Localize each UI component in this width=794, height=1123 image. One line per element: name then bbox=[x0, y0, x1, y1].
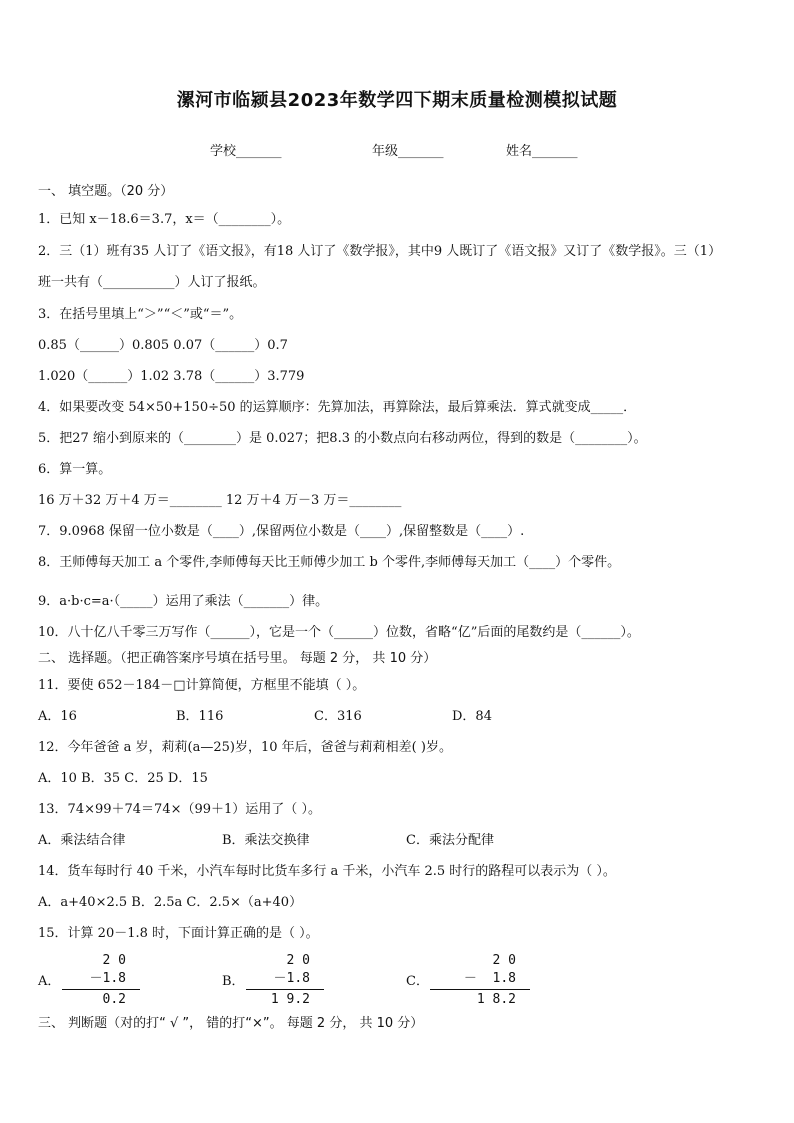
question-line: 7．9.0968 保留一位小数是（____）,保留两位小数是（____）,保留整数是（____）. bbox=[38, 524, 525, 539]
question-line: 1．已知 x－18.6＝3.7，x＝（________）。 bbox=[38, 212, 291, 227]
question-line: 3．在括号里填上“＞”“＜”或“＝”。 bbox=[38, 307, 243, 322]
q13-option: B．乘法交换律 bbox=[222, 833, 310, 848]
question-line: 16 万＋32 万＋4 万＝________ 12 万＋4 万－3 万＝________ bbox=[38, 493, 402, 508]
section-heading: 三、 判断题（对的打“ √ ”， 错的打“×”。 每题 2 分， 共 10 分） bbox=[38, 1016, 424, 1031]
calc-row: 0.2 bbox=[102, 992, 126, 1007]
calc-row: 1 9.2 bbox=[270, 992, 310, 1007]
question-line: 班一共有（___________）人订了报纸。 bbox=[38, 275, 266, 290]
question-line: 14．货车每时行 40 千米，小汽车每时比货车多行 a 千米，小汽车 2.5 时行的路程可以表示为（ ）。 bbox=[38, 864, 616, 879]
question-line: A．a+40×2.5 B．2.5a C．2.5×（a+40） bbox=[38, 895, 303, 910]
calc-row: 2 0 bbox=[286, 953, 310, 968]
q15-option-label: A． bbox=[38, 974, 61, 989]
question-line: 6．算一算。 bbox=[38, 462, 112, 477]
q11-option: A．16 bbox=[38, 709, 77, 724]
question-line: 10．八十亿八千零三万写作（______），它是一个（______）位数，省略“亿”后面的尾数约是（______）。 bbox=[38, 625, 640, 640]
calc-row: － 1.8 bbox=[463, 971, 516, 986]
question-line: 15．计算 20－1.8 时，下面计算正确的是（ ）。 bbox=[38, 926, 319, 941]
question-line: 11．要使 652－184－□计算简便，方框里不能填（ ）。 bbox=[38, 678, 366, 693]
question-line: 12．今年爸爸 a 岁，莉莉(a—25)岁，10 年后，爸爸与莉莉相差( )岁。 bbox=[38, 740, 452, 755]
q13-option: A．乘法结合律 bbox=[38, 833, 126, 848]
name-field: 姓名_______ bbox=[506, 144, 578, 159]
school-field: 学校_______ bbox=[210, 144, 282, 159]
q11-option: B．116 bbox=[176, 709, 224, 724]
calc-rule bbox=[246, 989, 324, 990]
question-line: 8．王师傅每天加工 a 个零件,李师傅每天比王师傅少加工 b 个零件,李师傅每天加工（____）个零件。 bbox=[38, 555, 621, 570]
calc-row: －1.8 bbox=[89, 971, 126, 986]
section-heading: 一、 填空题。（20 分） bbox=[38, 184, 174, 199]
vertical-calculation bbox=[430, 952, 530, 1009]
question-line: 5．把27 缩小到原来的（________）是 0.027；把8.3 的小数点向右移动两位，得到的数是（________）。 bbox=[38, 431, 647, 446]
question-line: 9．a·b·c=a·（_____）运用了乘法（_______）律。 bbox=[38, 594, 329, 609]
vertical-calculation bbox=[246, 952, 324, 1009]
q15-option-label: B． bbox=[222, 974, 245, 989]
grade-field: 年级_______ bbox=[372, 144, 444, 159]
calc-row: 2 0 bbox=[102, 953, 126, 968]
question-line: 1.020（______）1.02 3.78（______）3.779 bbox=[38, 369, 305, 384]
question-line: 0.85（______）0.805 0.07（______）0.7 bbox=[38, 338, 288, 353]
q11-option: D．84 bbox=[452, 709, 492, 724]
question-line: 13．74×99＋74＝74×（99＋1）运用了（ ）。 bbox=[38, 802, 321, 817]
section-heading: 二、 选择题。（把正确答案序号填在括号里。 每题 2 分， 共 10 分） bbox=[38, 651, 437, 666]
page-title: 漯河市临颍县2023年数学四下期末质量检测模拟试题 bbox=[176, 90, 618, 111]
calc-rule bbox=[62, 989, 140, 990]
question-line: 2．三（1）班有35 人订了《语文报》，有18 人订了《数学报》，其中9 人既订了《语文报》又订了《数学报》。三（1） bbox=[38, 244, 722, 259]
calc-row: 1 8.2 bbox=[476, 992, 516, 1007]
q13-option: C．乘法分配律 bbox=[406, 833, 494, 848]
q11-option: C．316 bbox=[314, 709, 362, 724]
calc-row: －1.8 bbox=[273, 971, 310, 986]
vertical-calculation bbox=[62, 952, 140, 1009]
q15-option-label: C． bbox=[406, 974, 429, 989]
calc-row: 2 0 bbox=[492, 953, 516, 968]
question-line: 4．如果要改变 54×50+150÷50 的运算顺序：先算加法，再算除法，最后算乘法．算式就变成_____． bbox=[38, 400, 637, 415]
question-line: A．10 B．35 C．25 D．15 bbox=[38, 771, 208, 786]
calc-rule bbox=[430, 989, 530, 990]
